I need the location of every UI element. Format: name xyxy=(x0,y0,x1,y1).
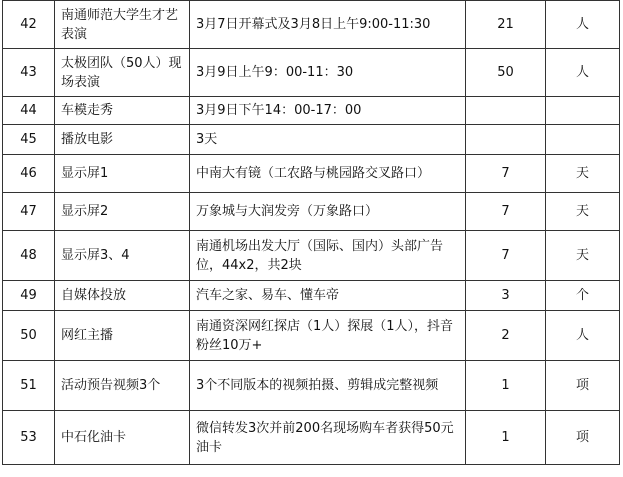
item-name: 播放电影 xyxy=(55,125,190,155)
item-name: 显示屏3、4 xyxy=(55,231,190,281)
item-quantity: 3 xyxy=(466,281,546,311)
row-number: 43 xyxy=(3,49,55,97)
item-unit: 天 xyxy=(546,193,620,231)
item-detail: 微信转发3次并前200名现场购车者获得50元油卡 xyxy=(190,411,466,465)
table-row xyxy=(3,1,620,49)
item-name: 太极团队（50人）现场表演 xyxy=(55,49,190,97)
table-row xyxy=(3,97,620,125)
item-detail: 3月7日开幕式及3月8日上午9:00-11:30 xyxy=(190,1,466,49)
item-quantity: 7 xyxy=(466,231,546,281)
item-unit: 天 xyxy=(546,231,620,281)
row-number: 48 xyxy=(3,231,55,281)
row-number: 46 xyxy=(3,155,55,193)
item-unit xyxy=(546,97,620,125)
item-unit: 项 xyxy=(546,411,620,465)
row-number: 47 xyxy=(3,193,55,231)
item-detail: 3月9日上午9：00-11：30 xyxy=(190,49,466,97)
item-name: 南通师范大学生才艺表演 xyxy=(55,1,190,49)
table-row xyxy=(3,155,620,193)
table-row xyxy=(3,361,620,411)
table-row xyxy=(3,311,620,361)
item-name: 活动预告视频3个 xyxy=(55,361,190,411)
table-row xyxy=(3,193,620,231)
item-unit: 天 xyxy=(546,155,620,193)
item-unit xyxy=(546,125,620,155)
item-name: 网红主播 xyxy=(55,311,190,361)
item-unit: 人 xyxy=(546,1,620,49)
item-quantity: 1 xyxy=(466,411,546,465)
item-name: 显示屏1 xyxy=(55,155,190,193)
item-quantity xyxy=(466,97,546,125)
item-unit: 项 xyxy=(546,361,620,411)
row-number: 53 xyxy=(3,411,55,465)
item-quantity: 21 xyxy=(466,1,546,49)
item-quantity: 1 xyxy=(466,361,546,411)
row-number: 44 xyxy=(3,97,55,125)
item-name: 显示屏2 xyxy=(55,193,190,231)
item-name: 车模走秀 xyxy=(55,97,190,125)
table-row xyxy=(3,231,620,281)
item-quantity: 7 xyxy=(466,193,546,231)
item-unit: 个 xyxy=(546,281,620,311)
item-detail: 汽车之家、易车、懂车帝 xyxy=(190,281,466,311)
item-detail: 3月9日下午14：00-17：00 xyxy=(190,97,466,125)
table-row xyxy=(3,49,620,97)
item-quantity: 2 xyxy=(466,311,546,361)
item-quantity: 7 xyxy=(466,155,546,193)
table-row xyxy=(3,281,620,311)
row-number: 42 xyxy=(3,1,55,49)
item-quantity: 50 xyxy=(466,49,546,97)
item-detail: 南通机场出发大厅（国际、国内）头部广告位，44x2，共2块 xyxy=(190,231,466,281)
item-detail: 3天 xyxy=(190,125,466,155)
item-detail: 中南大有镜（工农路与桃园路交叉路口） xyxy=(190,155,466,193)
row-number: 49 xyxy=(3,281,55,311)
item-unit: 人 xyxy=(546,49,620,97)
item-detail: 南通资深网红探店（1人）探展（1人），抖音粉丝10万+ xyxy=(190,311,466,361)
item-detail: 3个不同版本的视频拍摄、剪辑成完整视频 xyxy=(190,361,466,411)
item-unit: 人 xyxy=(546,311,620,361)
row-number: 45 xyxy=(3,125,55,155)
row-number: 51 xyxy=(3,361,55,411)
schedule-table xyxy=(2,0,620,465)
table-row xyxy=(3,411,620,465)
table-row xyxy=(3,125,620,155)
item-detail: 万象城与大润发旁（万象路口） xyxy=(190,193,466,231)
row-number: 50 xyxy=(3,311,55,361)
item-name: 中石化油卡 xyxy=(55,411,190,465)
item-name: 自媒体投放 xyxy=(55,281,190,311)
item-quantity xyxy=(466,125,546,155)
